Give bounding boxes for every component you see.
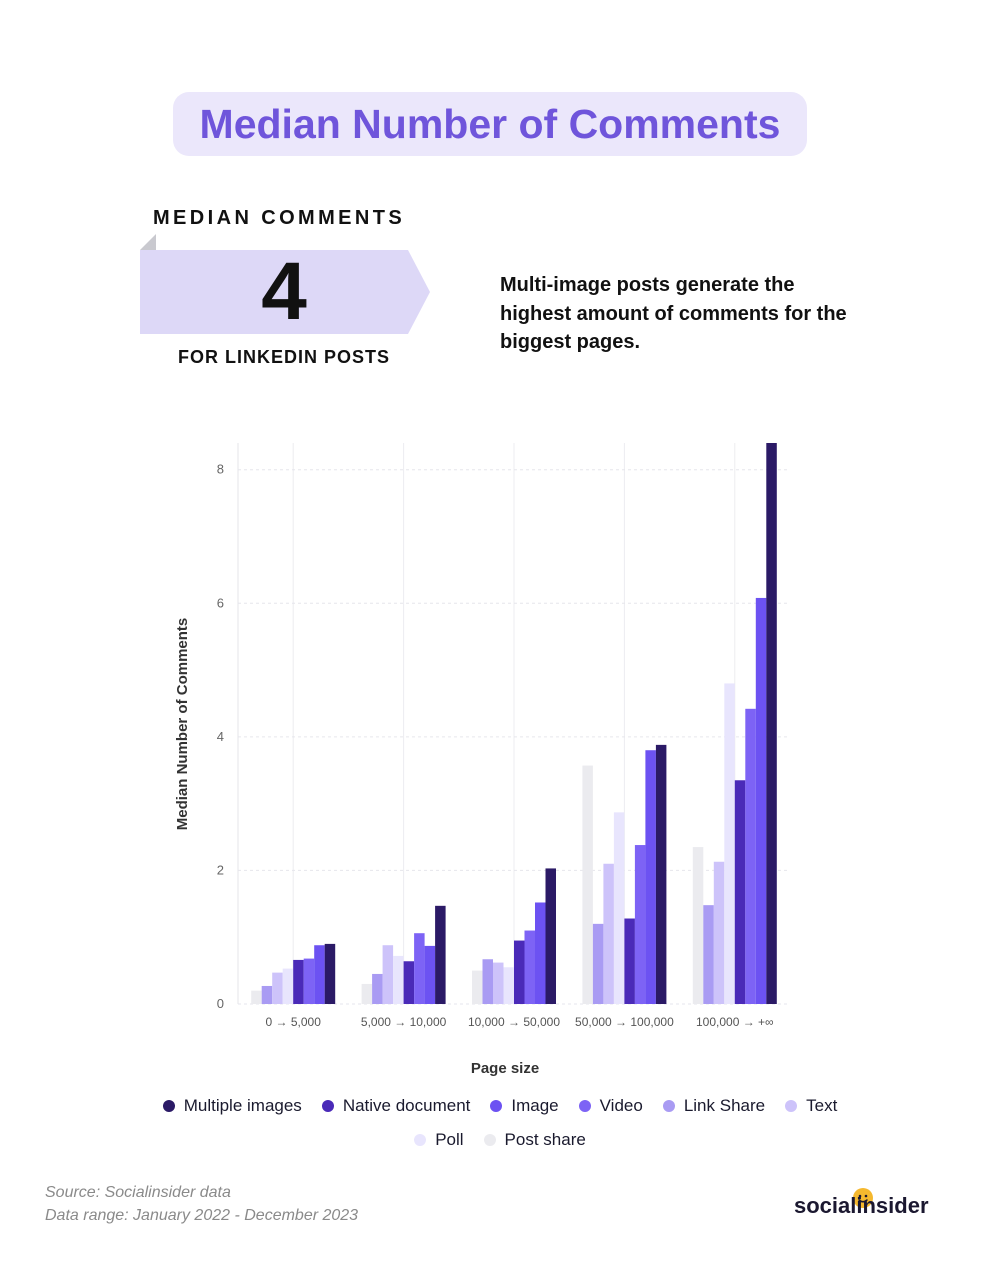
legend-label: Image	[511, 1096, 559, 1115]
bar	[735, 780, 746, 1004]
x-tick-label: 100,000 → +∞	[695, 1015, 774, 1029]
bar	[272, 973, 283, 1004]
bar	[293, 960, 304, 1004]
legend-swatch	[484, 1134, 496, 1146]
bar	[435, 906, 446, 1004]
bar	[493, 963, 504, 1004]
legend-item	[484, 1128, 586, 1152]
y-tick-label: 8	[216, 461, 224, 477]
x-tick-label: 10,000 → 50,000	[467, 1015, 561, 1029]
legend-label: Post share	[504, 1130, 586, 1149]
bar	[645, 750, 656, 1004]
bar	[472, 971, 483, 1004]
legend-swatch	[579, 1100, 591, 1112]
legend-item	[490, 1094, 558, 1118]
bar	[603, 864, 614, 1004]
bar	[504, 967, 515, 1004]
legend-label: Text	[806, 1096, 838, 1115]
bar	[745, 709, 756, 1004]
bar	[304, 959, 315, 1004]
page-title: Median Number of Comments	[173, 92, 807, 156]
bar	[635, 845, 646, 1004]
bar	[693, 847, 704, 1004]
bar	[656, 745, 667, 1004]
bar	[325, 944, 336, 1004]
bar	[525, 931, 536, 1004]
bar	[714, 862, 725, 1004]
stat-sublabel: FOR LINKEDIN POSTS	[177, 347, 390, 367]
legend-label: Multiple images	[183, 1096, 302, 1115]
x-tick-label: 50,000 → 100,000	[575, 1015, 674, 1029]
bar	[404, 961, 415, 1004]
legend-swatch	[490, 1100, 502, 1112]
bar	[251, 991, 262, 1004]
legend-item	[322, 1094, 471, 1118]
bar	[262, 986, 273, 1004]
bar	[414, 933, 425, 1004]
x-tick-label: 5,000 → 10,000	[360, 1015, 447, 1029]
bar	[582, 766, 593, 1004]
y-tick-label: 2	[216, 862, 224, 878]
legend-label: Link Share	[683, 1096, 766, 1115]
bar	[593, 924, 604, 1004]
insight-text: Multi-image posts generate the highest amount of comments for the biggest pages.	[500, 274, 847, 353]
legend-swatch	[163, 1100, 175, 1112]
stat-label: MEDIAN COMMENTS	[153, 207, 406, 229]
bar	[283, 969, 294, 1004]
y-axis-title: Median Number of Comments	[174, 617, 191, 831]
bar	[393, 956, 404, 1004]
bar	[425, 946, 436, 1004]
bar	[614, 812, 625, 1004]
footer-source: Source: Socialinsider data	[45, 1184, 231, 1201]
legend-item	[163, 1094, 302, 1118]
chart-legend	[130, 1094, 870, 1152]
x-tick-label: 0 → 5,000	[265, 1015, 321, 1029]
legend-label: Video	[599, 1096, 643, 1115]
legend-swatch	[322, 1100, 334, 1112]
legend-item	[785, 1094, 837, 1118]
stat-value: 4	[261, 246, 307, 337]
legend-swatch	[663, 1100, 675, 1112]
bar	[703, 905, 714, 1004]
legend-swatch	[414, 1134, 426, 1146]
legend-item	[579, 1094, 643, 1118]
bar	[514, 941, 525, 1004]
footer-range: Data range: January 2022 - December 2023	[45, 1207, 359, 1224]
brand-logo-text: socialinsider	[794, 1193, 929, 1218]
bar	[383, 945, 394, 1004]
legend-item	[414, 1128, 463, 1152]
bar	[546, 868, 557, 1004]
bar	[624, 919, 635, 1004]
y-tick-label: 0	[216, 996, 224, 1011]
legend-label: Poll	[435, 1130, 464, 1149]
legend-label: Native document	[342, 1096, 471, 1115]
bar	[362, 984, 373, 1004]
x-axis-title: Page size	[470, 1060, 540, 1077]
legend-swatch	[785, 1100, 797, 1112]
bar	[766, 443, 777, 1004]
bar	[372, 974, 383, 1004]
bar	[483, 959, 494, 1004]
legend-item	[663, 1094, 765, 1118]
bar	[535, 902, 546, 1004]
y-tick-label: 4	[216, 728, 224, 744]
bar	[724, 683, 735, 1004]
bar	[314, 945, 325, 1004]
bar	[756, 598, 767, 1004]
y-tick-label: 6	[216, 595, 224, 611]
